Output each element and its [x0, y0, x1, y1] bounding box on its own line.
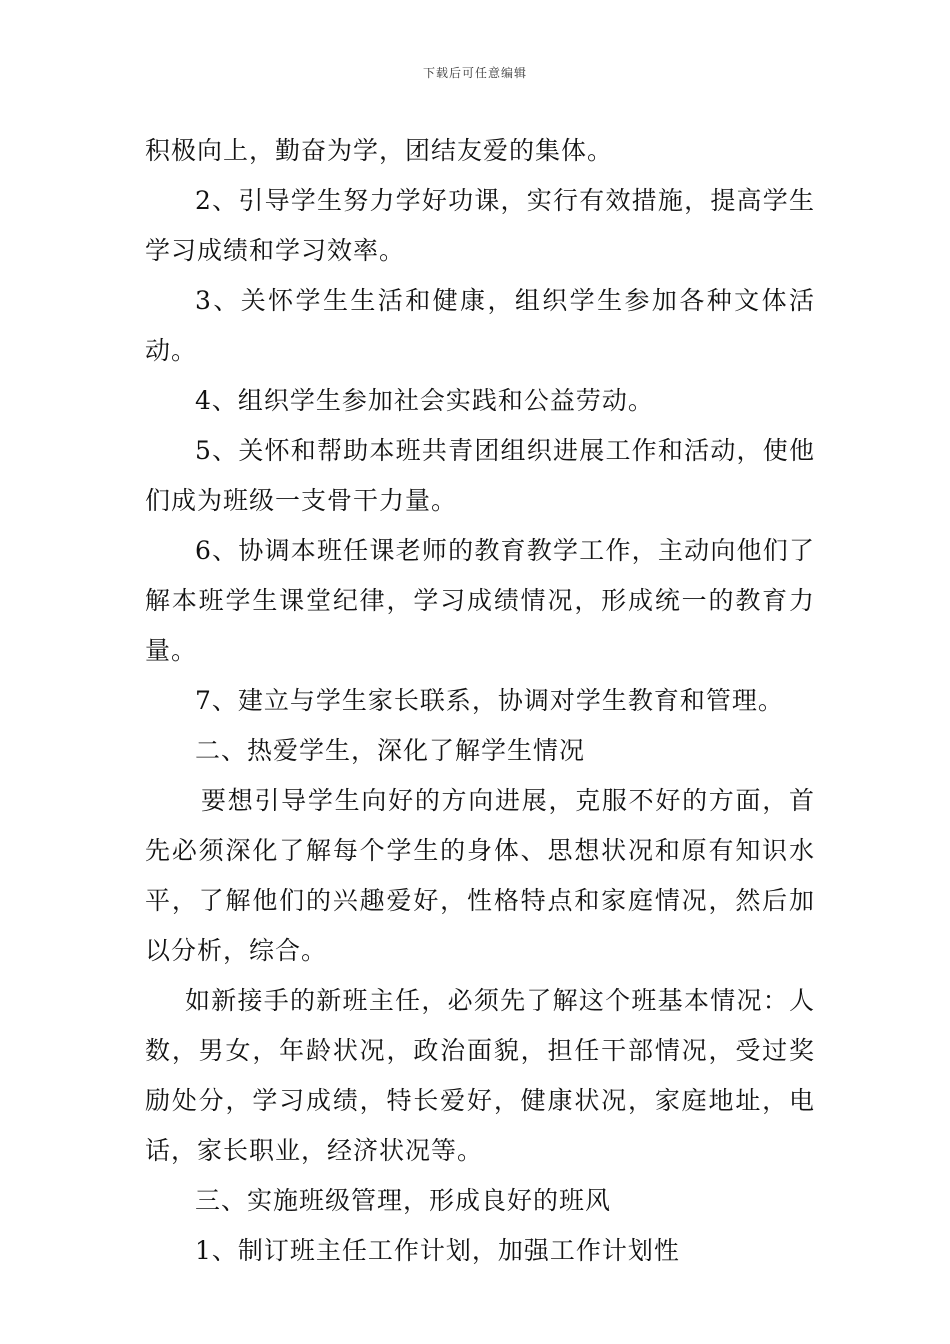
- paragraph-item-3: 3、关怀学生生活和健康，组织学生参加各种文体活动。: [145, 286, 815, 365]
- paragraph-new-teacher: 如新接手的新班主任，必须先了解这个班基本情况：人数，男女，年龄状况，政治面貌，担任干部情况，受过奖励处分，学习成绩，特长爱好，健康状况，家庭地址，电话，家长职业，经济状况等。: [145, 986, 815, 1165]
- section-heading-2: 二、热爱学生，深化了解学生情况: [195, 736, 586, 765]
- paragraph-item-2: 2、引导学生努力学好功课，实行有效措施，提高学生学习成绩和学习效率。: [145, 186, 815, 265]
- paragraph-item-7: 7、建立与学生家长联系，协调对学生教育和管理。: [195, 686, 784, 715]
- paragraph-item-1-plan: 1、制订班主任工作计划，加强工作计划性: [195, 1236, 680, 1265]
- section-heading-3: 三、实施班级管理，形成良好的班风: [195, 1186, 612, 1215]
- paragraph-item-4: 4、组织学生参加社会实践和公益劳动。: [195, 386, 654, 415]
- document-body: [145, 126, 815, 1276]
- paragraph-item-6: 6、协调本班任课老师的教育教学工作，主动向他们了解本班学生课堂纪律，学习成绩情况，形成统一的教育力量。: [145, 536, 815, 665]
- page-header: 下载后可任意编辑: [422, 66, 527, 80]
- paragraph-understand-students: 要想引导学生向好的方向进展，克服不好的方面，首先必须深化了解每个学生的身体、思想状况和原有知识水平，了解他们的兴趣爱好，性格特点和家庭情况，然后加以分析，综合。: [145, 786, 815, 965]
- paragraph-continuation: 积极向上，勤奋为学，团结友爱的集体。: [145, 136, 614, 165]
- paragraph-item-5: 5、关怀和帮助本班共青团组织进展工作和活动，使他们成为班级一支骨干力量。: [145, 436, 815, 515]
